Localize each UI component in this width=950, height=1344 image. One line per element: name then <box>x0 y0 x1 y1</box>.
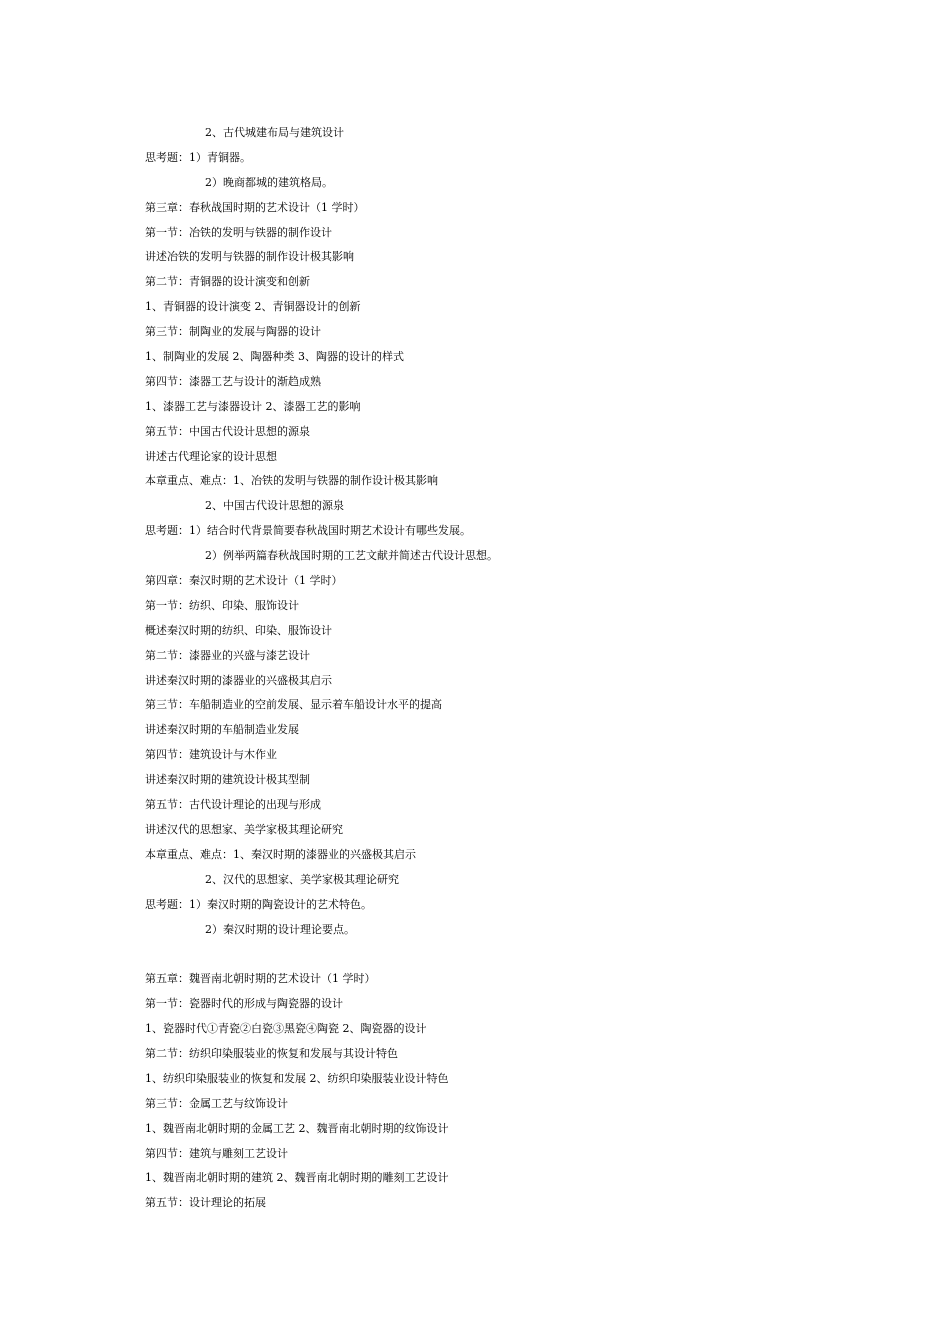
text-line: 第五节：设计理论的拓展 <box>145 1196 266 1210</box>
text-line: 1、制陶业的发展 2、陶器种类 3、陶器的设计的样式 <box>145 350 404 364</box>
text-line: 第二节：青铜器的设计演变和创新 <box>145 275 310 289</box>
text-line: 第五章：魏晋南北朝时期的艺术设计（1 学时） <box>145 972 376 986</box>
text-line: 讲述冶铁的发明与铁器的制作设计极其影响 <box>145 250 354 264</box>
text-line: 第四节：建筑设计与木作业 <box>145 748 277 762</box>
text-line: 第二节：漆器业的兴盛与漆艺设计 <box>145 648 310 662</box>
text-line: 本章重点、难点：1、冶铁的发明与铁器的制作设计极其影响 <box>145 474 438 488</box>
text-line <box>0 942 950 967</box>
text-line: 第五节：古代设计理论的出现与形成 <box>145 798 321 812</box>
text-line: 讲述汉代的思想家、美学家极其理论研究 <box>145 822 343 836</box>
text-line: 2）例举两篇春秋战国时期的工艺文献并简述古代设计思想。 <box>205 549 498 563</box>
text-line: 第四章：秦汉时期的艺术设计（1 学时） <box>145 574 343 588</box>
text-line: 2、古代城建布局与建筑设计 <box>205 126 344 139</box>
text-line: 思考题：1）青铜器。 <box>145 150 251 164</box>
document-page <box>0 121 950 1216</box>
text-line: 思考题：1）秦汉时期的陶瓷设计的艺术特色。 <box>145 897 372 911</box>
text-line: 2）晚商都城的建筑格局。 <box>205 175 333 189</box>
text-line: 概述秦汉时期的纺织、印染、服饰设计 <box>145 623 332 637</box>
text-line: 1、漆器工艺与漆器设计 2、漆器工艺的影响 <box>145 399 361 413</box>
text-line: 讲述秦汉时期的建筑设计极其型制 <box>145 773 310 787</box>
text-line: 2、汉代的思想家、美学家极其理论研究 <box>205 872 399 886</box>
text-line: 思考题：1）结合时代背景简要春秋战国时期艺术设计有哪些发展。 <box>145 524 471 538</box>
text-line: 2、中国古代设计思想的源泉 <box>205 499 344 513</box>
text-line: 第三节：车船制造业的空前发展、显示着车船设计水平的提高 <box>145 698 442 712</box>
text-line: 第三节：金属工艺与纹饰设计 <box>145 1096 288 1110</box>
text-line: 第三章：春秋战国时期的艺术设计（1 学时） <box>145 200 365 214</box>
text-line: 1、魏晋南北朝时期的金属工艺 2、魏晋南北朝时期的纹饰设计 <box>145 1121 449 1135</box>
text-line: 1、瓷器时代①青瓷②白瓷③黑瓷④陶瓷 2、陶瓷器的设计 <box>145 1022 427 1036</box>
text-line: 讲述秦汉时期的车船制造业发展 <box>145 723 299 737</box>
text-line: 2）秦汉时期的设计理论要点。 <box>205 922 355 936</box>
text-line: 第四节：建筑与雕刻工艺设计 <box>145 1146 288 1160</box>
text-line: 第五节：中国古代设计思想的源泉 <box>145 424 310 438</box>
text-line: 第三节：制陶业的发展与陶器的设计 <box>145 325 321 339</box>
text-line: 第一节：瓷器时代的形成与陶瓷器的设计 <box>145 997 343 1011</box>
text-line: 第二节：纺织印染服装业的恢复和发展与其设计特色 <box>145 1046 398 1060</box>
text-line: 1、青铜器的设计演变 2、青铜器设计的创新 <box>145 300 361 314</box>
text-line: 第一节：冶铁的发明与铁器的制作设计 <box>145 225 332 239</box>
text-line: 第一节：纺织、印染、服饰设计 <box>145 598 299 612</box>
text-line: 1、纺织印染服装业的恢复和发展 2、纺织印染服装业设计特色 <box>145 1071 449 1085</box>
text-line: 讲述古代理论家的设计思想 <box>145 449 277 463</box>
text-line: 讲述秦汉时期的漆器业的兴盛极其启示 <box>145 673 332 687</box>
text-line: 第四节：漆器工艺与设计的渐趋成熟 <box>145 374 321 388</box>
text-line: 1、魏晋南北朝时期的建筑 2、魏晋南北朝时期的雕刻工艺设计 <box>145 1171 449 1185</box>
text-line: 本章重点、难点：1、秦汉时期的漆器业的兴盛极其启示 <box>145 847 416 861</box>
